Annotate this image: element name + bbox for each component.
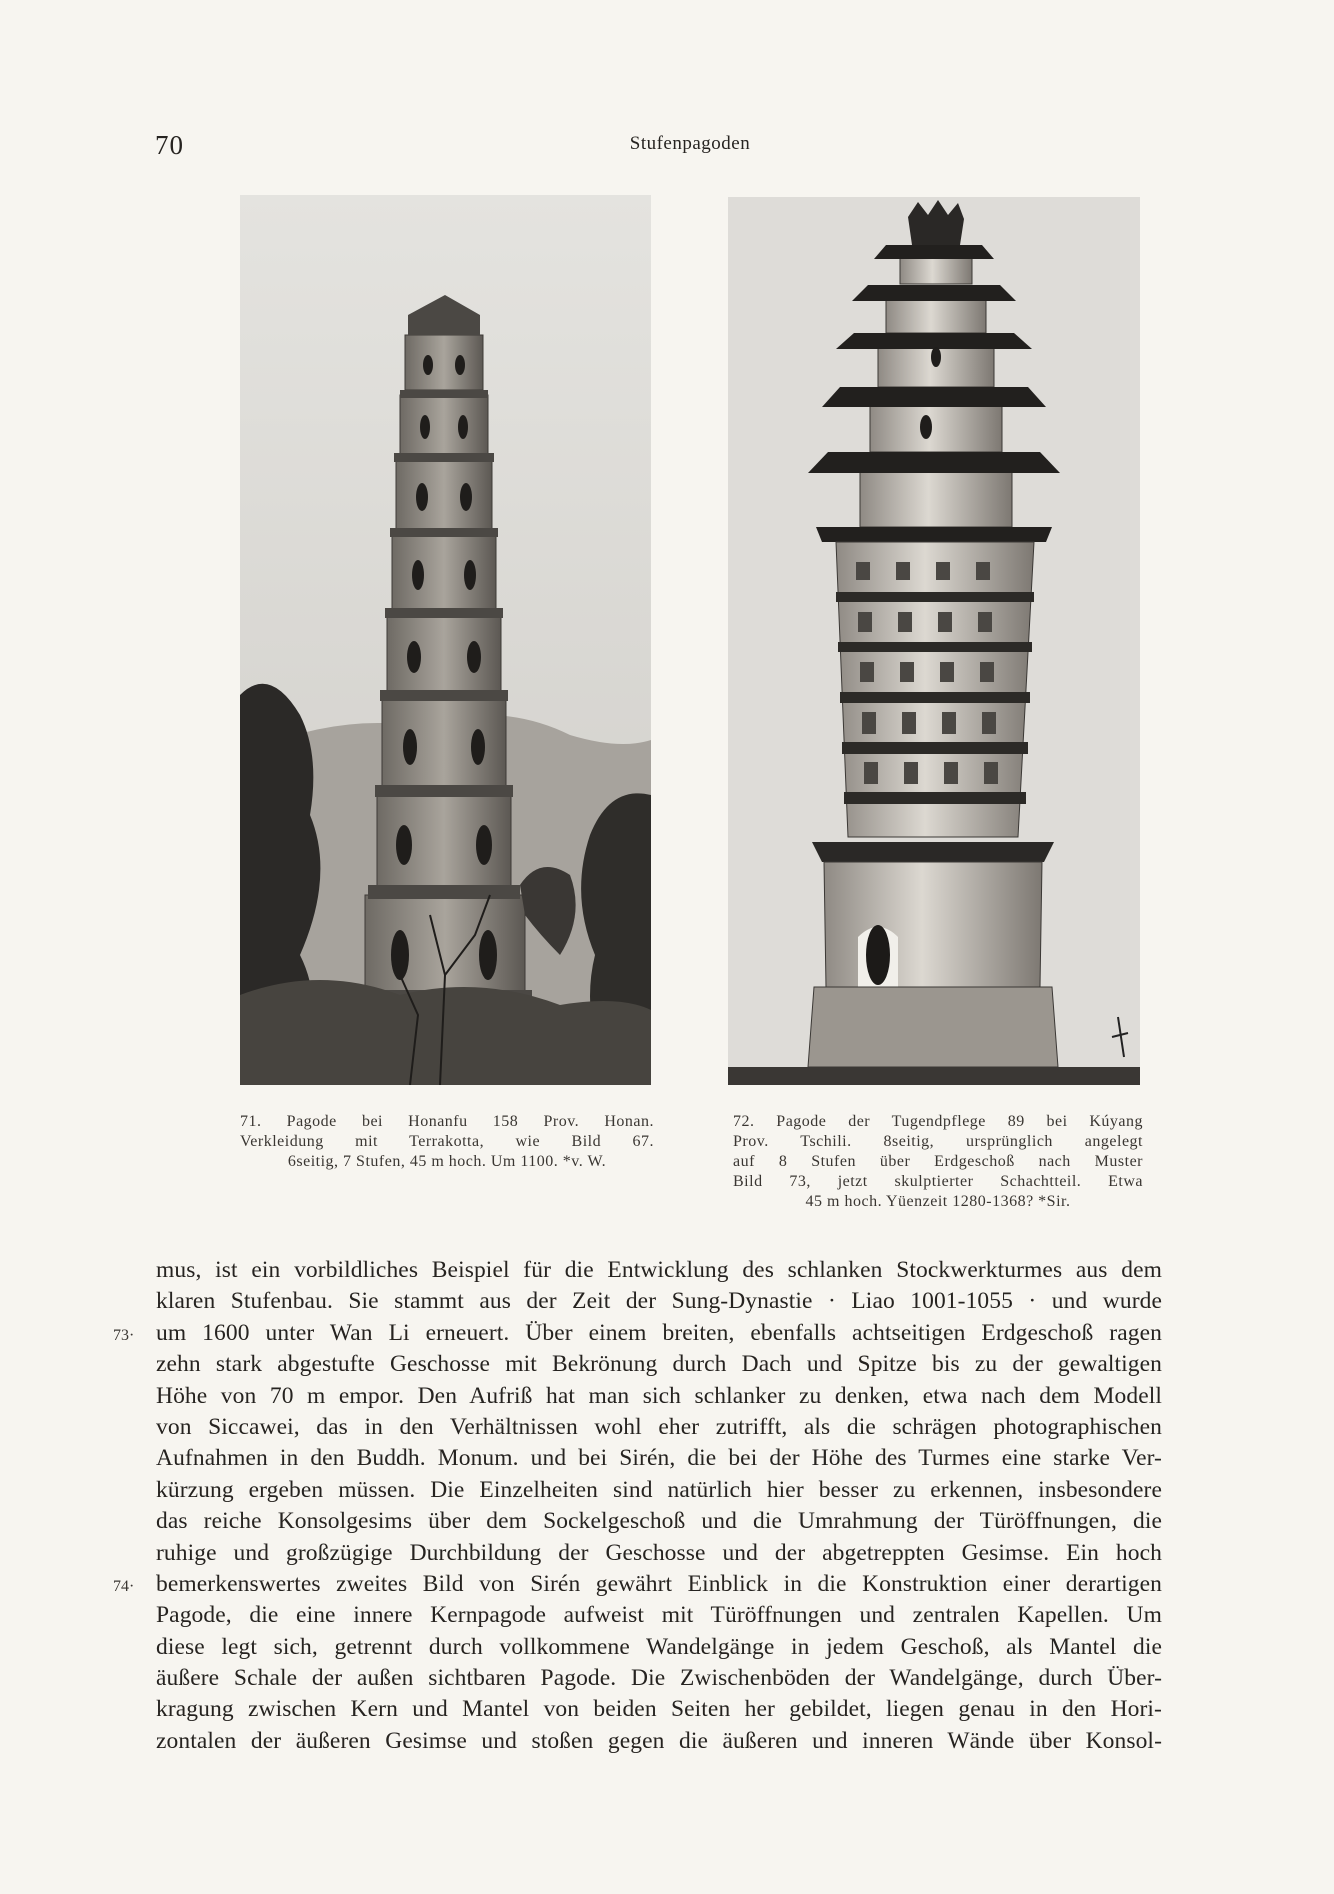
text-line: mus, ist ein vorbildliches Beispiel für die Entwicklung des schlanken Stockwerkturmes aus dem [156,1257,1162,1283]
text-line: Pagode, die eine innere Kernpagode aufweist mit Türöffnungen und zentralen Kapellen. Um [156,1602,1162,1629]
text-line: von Siccawei, das in den Verhältnissen wohl eher zutrifft, als die schrägen photographischen [156,1413,1162,1440]
text-line: ruhige und großzügige Durchbildung der Geschosse und der abgetreppten Gesimse. Ein hoch [156,1539,1162,1566]
caption-line: 45 m hoch. Yüenzeit 1280-1368? *Sir. [805,1193,1071,1210]
photo-pagoda-honanfu [240,195,651,1085]
text-line: äußere Schale der außen sichtbaren Pagode. Die Zwischenböden der Wandelgänge, durch Über- [156,1665,1162,1692]
text-line: um 1600 unter Wan Li erneuert. Über einem breiten, ebenfalls achtseitigen Erdgeschoß ragen [156,1319,1162,1346]
running-head: Stufenpagoden [629,133,751,154]
text-line: klaren Stufenbau. Sie stammt aus der Zeit der Sung-Dynastie · Liao 1001-1055 · und wurde [156,1288,1162,1315]
figure-71-caption [240,1112,654,1172]
text-line: bemerkenswertes zweites Bild von Sirén gewährt Einblick in die Konstruktion einer derartigen [156,1570,1162,1597]
photo-pagoda-kuyang [728,197,1140,1085]
caption-line: auf 8 Stufen über Erdgeschoß nach Muster [733,1153,1143,1170]
caption-line: 71. Pagode bei Honanfu 158 Prov. Honan. [240,1113,654,1130]
text-line: diese legt sich, getrennt durch vollkommene Wandelgänge in jedem Geschoß, als Mantel die [156,1633,1162,1660]
text-line: zontalen der äußeren Gesimse und stoßen gegen die äußeren und inneren Wände über Konsol- [156,1727,1162,1754]
caption-line: Verkleidung mit Terrakotta, wie Bild 67. [240,1133,654,1150]
caption-line: Prov. Tschili. 8seitig, ursprünglich angelegt [733,1133,1143,1150]
text-line: Aufnahmen in den Buddh. Monum. und bei Sirén, die bei der Höhe des Turmes eine starke Ver- [156,1445,1162,1472]
text-line: das reiche Konsolgesims über dem Sockelgeschoß und die Umrahmung der Türöffnungen, die [156,1508,1162,1535]
text-line: zehn stark abgestufte Geschosse mit Bekrönung durch Dach und Spitze bis zu der gewaltigen [156,1351,1162,1378]
caption-line: Bild 73, jetzt skulptierter Schachtteil. Etwa [733,1173,1143,1190]
margin-figure-reference: 73· [113,1327,135,1344]
page-number: 70 [155,130,184,160]
caption-line: 72. Pagode der Tugendpflege 89 bei Kúyang [733,1113,1143,1130]
figure-72-caption [733,1112,1143,1212]
text-line: kürzung ergeben müssen. Die Einzelheiten sind natürlich hier besser zu erkennen, insbesondere [156,1476,1162,1503]
caption-line: 6seitig, 7 Stufen, 45 m hoch. Um 1100. *v. W. [287,1153,607,1170]
body-text [156,1255,1162,1757]
text-line: Höhe von 70 m empor. Den Aufriß hat man sich schlanker zu denken, etwa nach dem Modell [156,1382,1162,1409]
text-line: kragung zwischen Kern und Mantel von beiden Seiten her gebildet, liegen genau in den Hori- [156,1696,1162,1723]
margin-figure-reference: 74· [113,1578,135,1595]
